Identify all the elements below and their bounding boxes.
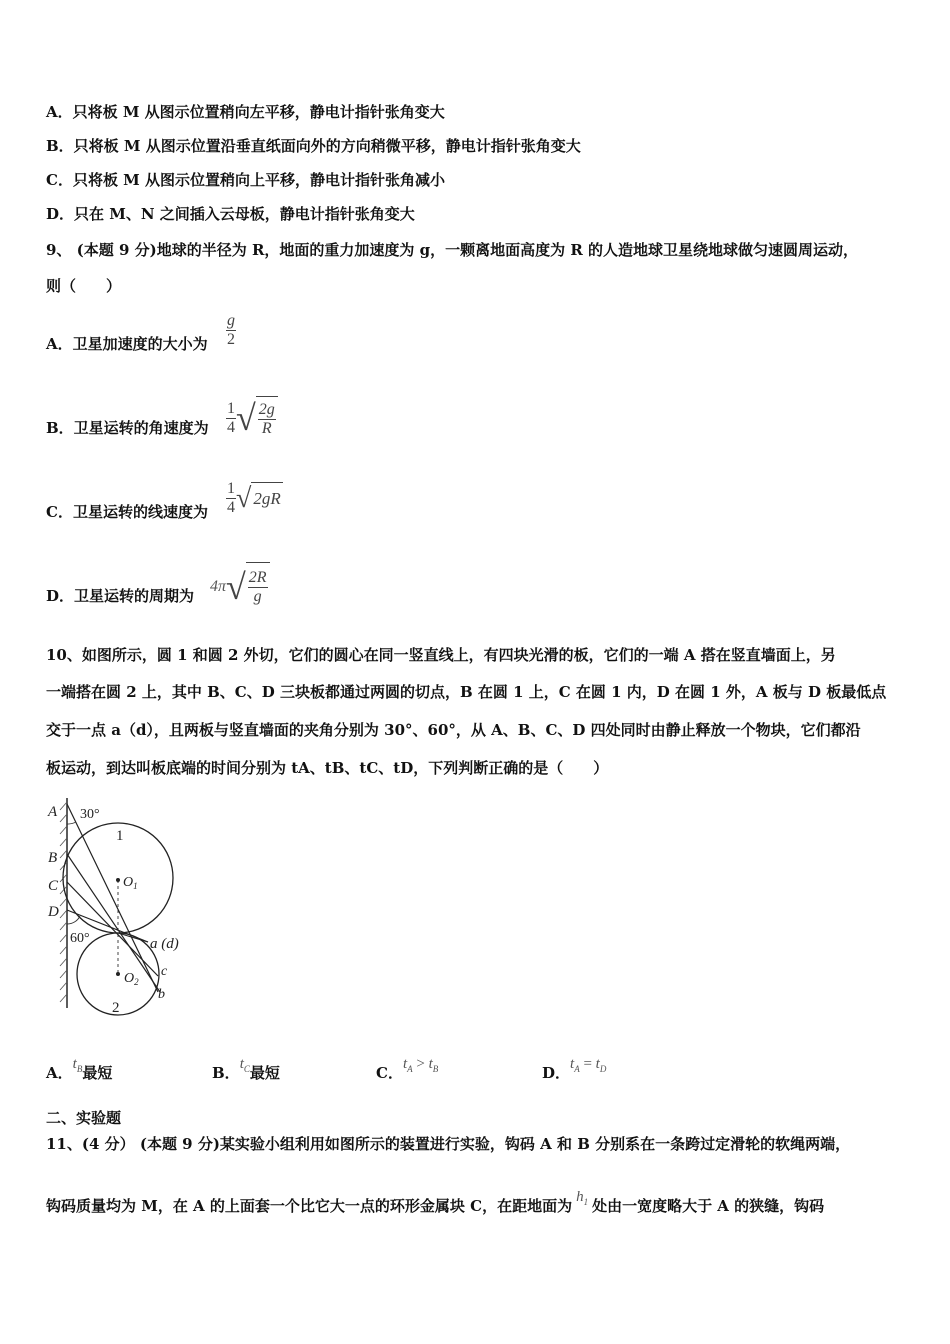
label-circle-2: 2 [112, 1000, 120, 1016]
q9-option-c-text: C．卫星运转的线速度为 [46, 503, 208, 521]
q10-d-sub-r: D [599, 1064, 607, 1074]
q9-option-a-fraction [226, 312, 236, 349]
q9-option-a-text: A．卫星加速度的大小为 [46, 335, 208, 353]
q9-a-num: g [227, 312, 235, 329]
q9-option-d-expr [210, 562, 270, 612]
q11-h: h [576, 1189, 584, 1205]
q9-b-den: 4 [227, 418, 235, 436]
q10-line1: 10、如图所示，圆 1 和圆 2 外切，它们的圆心在同一竖直线上，有四块光滑的板，它们的一端 A 搭在竖直墙面上，另 [46, 646, 836, 664]
label-circle-1: 1 [116, 828, 124, 844]
q8-option-b: B．只将板 M 从图示位置沿垂直纸面向外的方向稍微平移，静电计指针张角变大 [46, 137, 581, 155]
q9-d-sqrt: √ $\frac{2R}{g}$ [226, 562, 270, 612]
q11-h-sub: 1 [583, 1197, 589, 1207]
q10-c-sub-l: A [407, 1064, 413, 1074]
q9-c-sqrt: √ 2gR [236, 482, 281, 514]
q9-b-sqrt: √ $\frac{2g}{R}$ [236, 396, 278, 440]
label-o2 [124, 971, 139, 987]
label-o2-main: O [124, 971, 135, 986]
q10-b-text: 最短 [249, 1064, 280, 1082]
q10-option-d [542, 1056, 607, 1084]
q9-option-d [46, 586, 194, 606]
q10-c-expr-r: t [428, 1056, 433, 1072]
q10-c-expr-l: t [402, 1056, 408, 1072]
q10-option-a [46, 1056, 113, 1084]
label-c: C [48, 878, 59, 894]
q9-stem-line1: 9、 (本题 9 分)地球的半径为 R，地面的重力加速度为 g，一颗离地面高度为 R 的人造地球卫星绕地球做匀速圆周运动， [46, 241, 859, 259]
q9-option-c [46, 502, 208, 522]
q10-b-label: B． [212, 1064, 240, 1082]
q9-option-b-text: B．卫星运转的角速度为 [46, 419, 209, 437]
q9-c-den: 4 [227, 499, 235, 516]
board-c [67, 882, 158, 976]
section2-heading: 二、实验题 [46, 1109, 122, 1127]
label-angle-60: 60° [70, 931, 90, 946]
q11-line1: 11、(4 分） (本题 9 分)某实验小组利用如图所示的装置进行实验，钩码 A 和 B 分别系在一条跨过定滑轮的软绳两端， [46, 1135, 851, 1153]
label-a: A [48, 804, 58, 820]
wall-hatch [60, 802, 67, 1002]
q9-option-b-expr [226, 396, 278, 440]
q10-a-label: A． [46, 1064, 73, 1082]
q10-a-expr: t [72, 1056, 77, 1072]
q10-line3: 交于一点 a（d），且两板与竖直墙面的夹角分别为 30°、60°，从 A、B、C、D 四处同时由静止释放一个物块，它们都沿 [46, 721, 861, 739]
q9-d-coef: 4π [210, 578, 227, 595]
q11-line2-b: 处由一宽度略大于 A 的狭缝，钩码 [592, 1197, 825, 1215]
q9-option-b [46, 418, 209, 438]
o2-dot [116, 972, 120, 976]
label-o1 [123, 875, 138, 891]
q10-c-op: > [412, 1056, 429, 1072]
q10-a-sub: B [76, 1064, 83, 1074]
q10-d-expr-l: t [570, 1056, 575, 1072]
q10-b-sub: C [243, 1064, 250, 1074]
q10-c-label: C． [376, 1064, 403, 1082]
q10-d-expr-r: t [595, 1056, 600, 1072]
q8-option-c: C．只将板 M 从图示位置稍向上平移，静电计指针张角减小 [46, 171, 445, 189]
q9-b-fraction [226, 400, 236, 437]
q10-line4: 板运动，到达叫板底端的时间分别为 tA、tB、tC、tD，下列判断正确的是（ ） [46, 759, 609, 777]
label-a-d: a (d) [150, 936, 179, 952]
q11-line2-a: 钩码质量均为 M，在 A 的上面套一个比它大一点的环形金属块 C，在距地面为 [46, 1197, 573, 1215]
q9-c-rad: 2gR [251, 482, 282, 516]
q10-figure [40, 794, 200, 1024]
label-o1-sub: 1 [133, 881, 138, 891]
q11-line2 [46, 1189, 825, 1222]
q10-option-c [376, 1056, 439, 1084]
q9-option-a [46, 334, 208, 354]
q10-option-b [212, 1056, 280, 1084]
q9-a-den: 2 [227, 331, 235, 348]
label-d: D [48, 904, 59, 920]
label-c-end: c [161, 964, 168, 979]
q8-option-a: A．只将板 M 从图示位置稍向左平移，静电计指针张角变大 [46, 103, 445, 121]
q9-option-c-expr [226, 480, 283, 517]
q9-b-num: 1 [227, 399, 235, 417]
board-b [67, 854, 160, 992]
q10-line2: 一端搭在圆 2 上，其中 B、C、D 三块板都通过两圆的切点，B 在圆 1 上，C 在圆 1 内，D 在圆 1 外，A 板与 D 板最低点 [46, 683, 887, 701]
q10-d-sub-l: A [574, 1064, 580, 1074]
q10-d-label: D． [542, 1064, 571, 1082]
q10-d-op: = [579, 1056, 596, 1072]
q9-option-d-text: D．卫星运转的周期为 [46, 587, 195, 605]
q9-d-rad-den: g [253, 588, 262, 605]
q9-c-fraction [226, 480, 236, 517]
label-b: B [48, 850, 58, 866]
q8-option-d: D．只在 M、N 之间插入云母板，静电计指针张角变大 [46, 205, 415, 223]
q9-b-rad-num: 2g [258, 401, 275, 418]
q10-c-sub-r: B [432, 1064, 439, 1074]
label-o1-main: O [123, 875, 134, 890]
board-a [67, 804, 158, 992]
q9-c-num: 1 [227, 480, 235, 497]
q10-a-text: 最短 [82, 1064, 113, 1082]
label-o2-sub: 2 [134, 977, 139, 987]
o1-dot [116, 878, 120, 882]
label-angle-30: 30° [80, 807, 100, 822]
q9-d-rad-num: 2R [248, 569, 267, 586]
q9-stem-line2: 则（ ） [46, 277, 122, 295]
label-b-end: b [158, 987, 165, 1002]
q9-b-rad-den: R [261, 420, 272, 437]
q10-b-expr: t [239, 1056, 244, 1072]
